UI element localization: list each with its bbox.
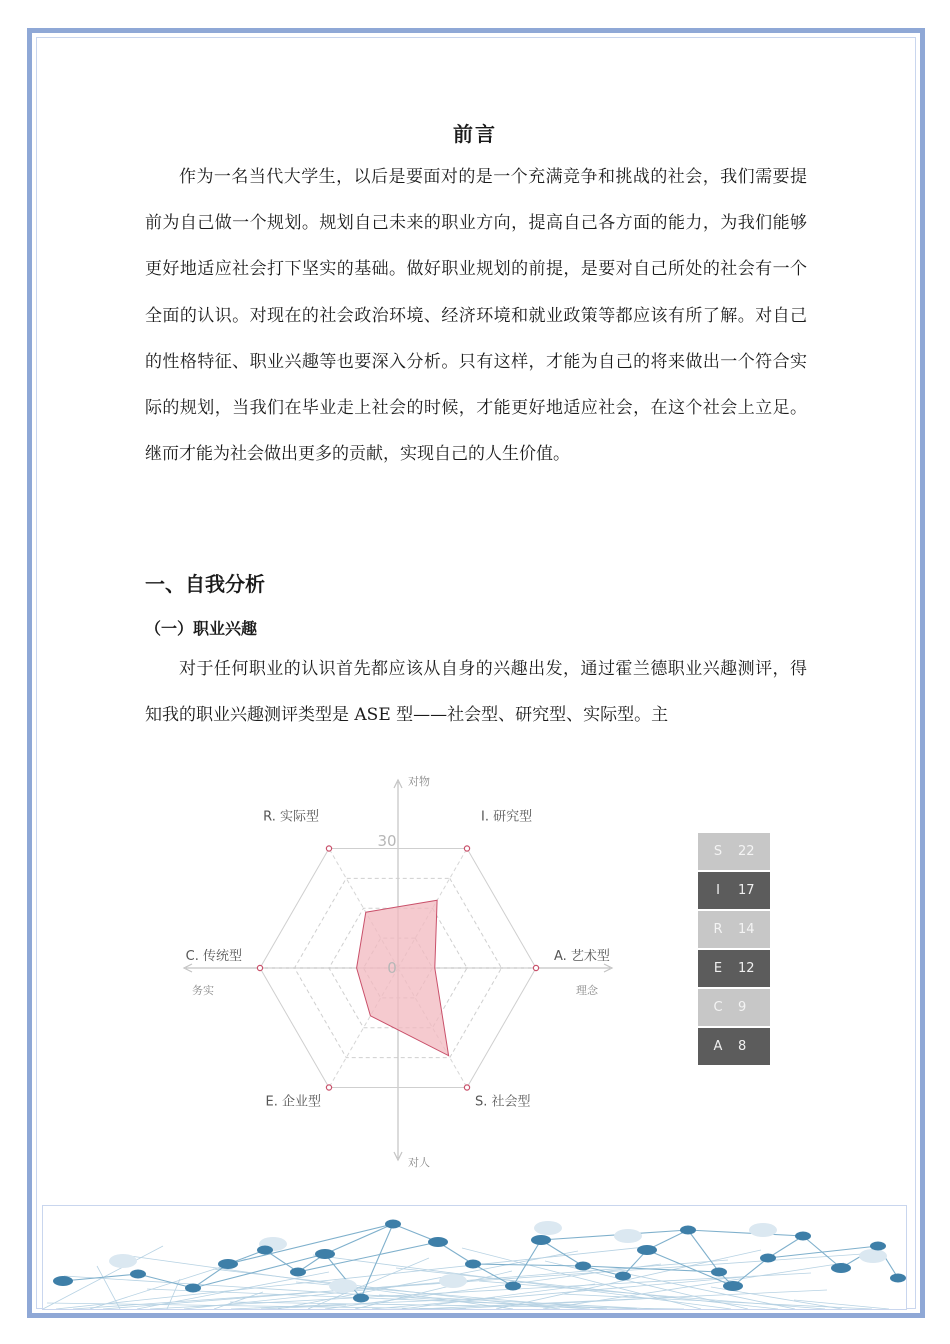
radar-vertex-label: A. 艺术型 (554, 949, 610, 964)
score-row (698, 911, 770, 948)
network-node (890, 1274, 906, 1283)
network-node (760, 1254, 776, 1263)
radar-vertex-label: R. 实际型 (263, 809, 319, 825)
axis-label-right: 理念 (576, 984, 598, 997)
network-node-faint (614, 1229, 642, 1243)
score-value: 12 (738, 961, 755, 976)
network-edge (541, 1240, 583, 1266)
network-node (53, 1276, 73, 1286)
axis-label-bottom: 对人 (408, 1156, 430, 1169)
network-edge (325, 1224, 393, 1254)
radar-data-area (357, 900, 449, 1055)
score-row (698, 950, 770, 987)
score-value: 17 (738, 883, 755, 898)
network-node (711, 1268, 727, 1277)
network-node (428, 1237, 448, 1247)
network-node-faint (534, 1221, 562, 1235)
intro-paragraph: 作为一名当代大学生，以后是要面对的是一个充满竞争和挑战的社会，我们需要提前为自己做一个规划。规划自己未来的职业方向，提高自己各方面的能力，为我们能够更好地适应社会打下坚实的基础。做好职业规划的前提，是要对自己所处的社会有一个全面的认识。对现在的社会政治环境、经济环境和就业政策等都应该有所了解。对自己的性格特征、职业兴趣等也要深入分析。只有这样，才能为自己的将来做出一个符合实际的规划，当我们在毕业走上社会的时候，才能更好地适应社会，在这个社会上立足。继而才能为社会做出更多的贡献，实现自己的人生价值。 (145, 167, 807, 465)
network-node (385, 1220, 401, 1229)
score-row (698, 989, 770, 1026)
score-value: 14 (738, 922, 755, 937)
network-node-faint (329, 1279, 357, 1293)
network-node (130, 1270, 146, 1279)
radar-vertex-marker (257, 965, 262, 970)
section-heading-self-analysis: 一、自我分析 (145, 572, 265, 596)
network-node (637, 1245, 657, 1255)
score-value: 9 (738, 1000, 747, 1015)
score-row (698, 833, 770, 870)
footer-network-decoration (42, 1205, 907, 1310)
radar-vertex-label: C. 传统型 (185, 949, 242, 964)
score-code: E (713, 961, 723, 976)
network-node (870, 1242, 886, 1251)
score-code: S (713, 844, 723, 859)
network-node (465, 1260, 481, 1269)
network-pattern-illustration (43, 1206, 906, 1309)
network-node (218, 1259, 238, 1269)
network-mesh-line (325, 1264, 661, 1309)
radar-vertex-marker (326, 846, 331, 851)
score-code: A (713, 1039, 723, 1054)
score-value: 22 (738, 844, 755, 859)
network-node (315, 1249, 335, 1259)
network-node (353, 1294, 369, 1303)
network-node (615, 1272, 631, 1281)
radar-vertex-label: I. 研究型 (481, 809, 533, 825)
network-node (723, 1281, 743, 1291)
radar-vertex-marker (464, 1085, 469, 1090)
interest-paragraph: 对于任何职业的认识首先都应该从自身的兴趣出发，通过霍兰德职业兴趣测评，得知我的职业兴趣测评类型是 ASE 型——社会型、研究型、实际型。主 (145, 659, 807, 726)
document-title: 前言 (453, 122, 497, 146)
network-node-faint (439, 1274, 467, 1288)
score-list (698, 833, 770, 1067)
network-node (290, 1268, 306, 1277)
network-node (831, 1263, 851, 1273)
network-edge (473, 1264, 583, 1266)
network-mesh-line (214, 1292, 263, 1309)
network-node-faint (109, 1254, 137, 1268)
score-code: R (713, 922, 723, 937)
network-node (680, 1226, 696, 1235)
network-node (575, 1262, 591, 1271)
network-node (795, 1232, 811, 1241)
radar-scale-min-label: 0 (387, 959, 397, 977)
score-row (698, 872, 770, 909)
network-node (505, 1282, 521, 1291)
score-value: 8 (738, 1039, 747, 1054)
radar-scale-max-label: 30 (377, 832, 397, 850)
score-row (698, 1028, 770, 1065)
score-code: I (716, 883, 720, 898)
score-code: C (713, 1000, 723, 1015)
network-node (185, 1284, 201, 1293)
axis-label-left: 务实 (192, 984, 214, 997)
radar-vertex-label: E. 企业型 (265, 1094, 321, 1110)
radar-vertex-marker (464, 846, 469, 851)
network-node-faint (749, 1223, 777, 1237)
subsection-heading-career-interest: （一）职业兴趣 (145, 619, 258, 638)
radar-vertex-marker (533, 965, 538, 970)
holland-radar-chart (170, 770, 640, 1180)
network-node (531, 1235, 551, 1245)
radar-vertex-label: S. 社会型 (475, 1094, 531, 1110)
axis-label-top: 对物 (408, 775, 430, 788)
radar-vertex-marker (326, 1085, 331, 1090)
network-edge (688, 1230, 803, 1236)
network-node-faint (859, 1249, 887, 1263)
network-node (257, 1246, 273, 1255)
